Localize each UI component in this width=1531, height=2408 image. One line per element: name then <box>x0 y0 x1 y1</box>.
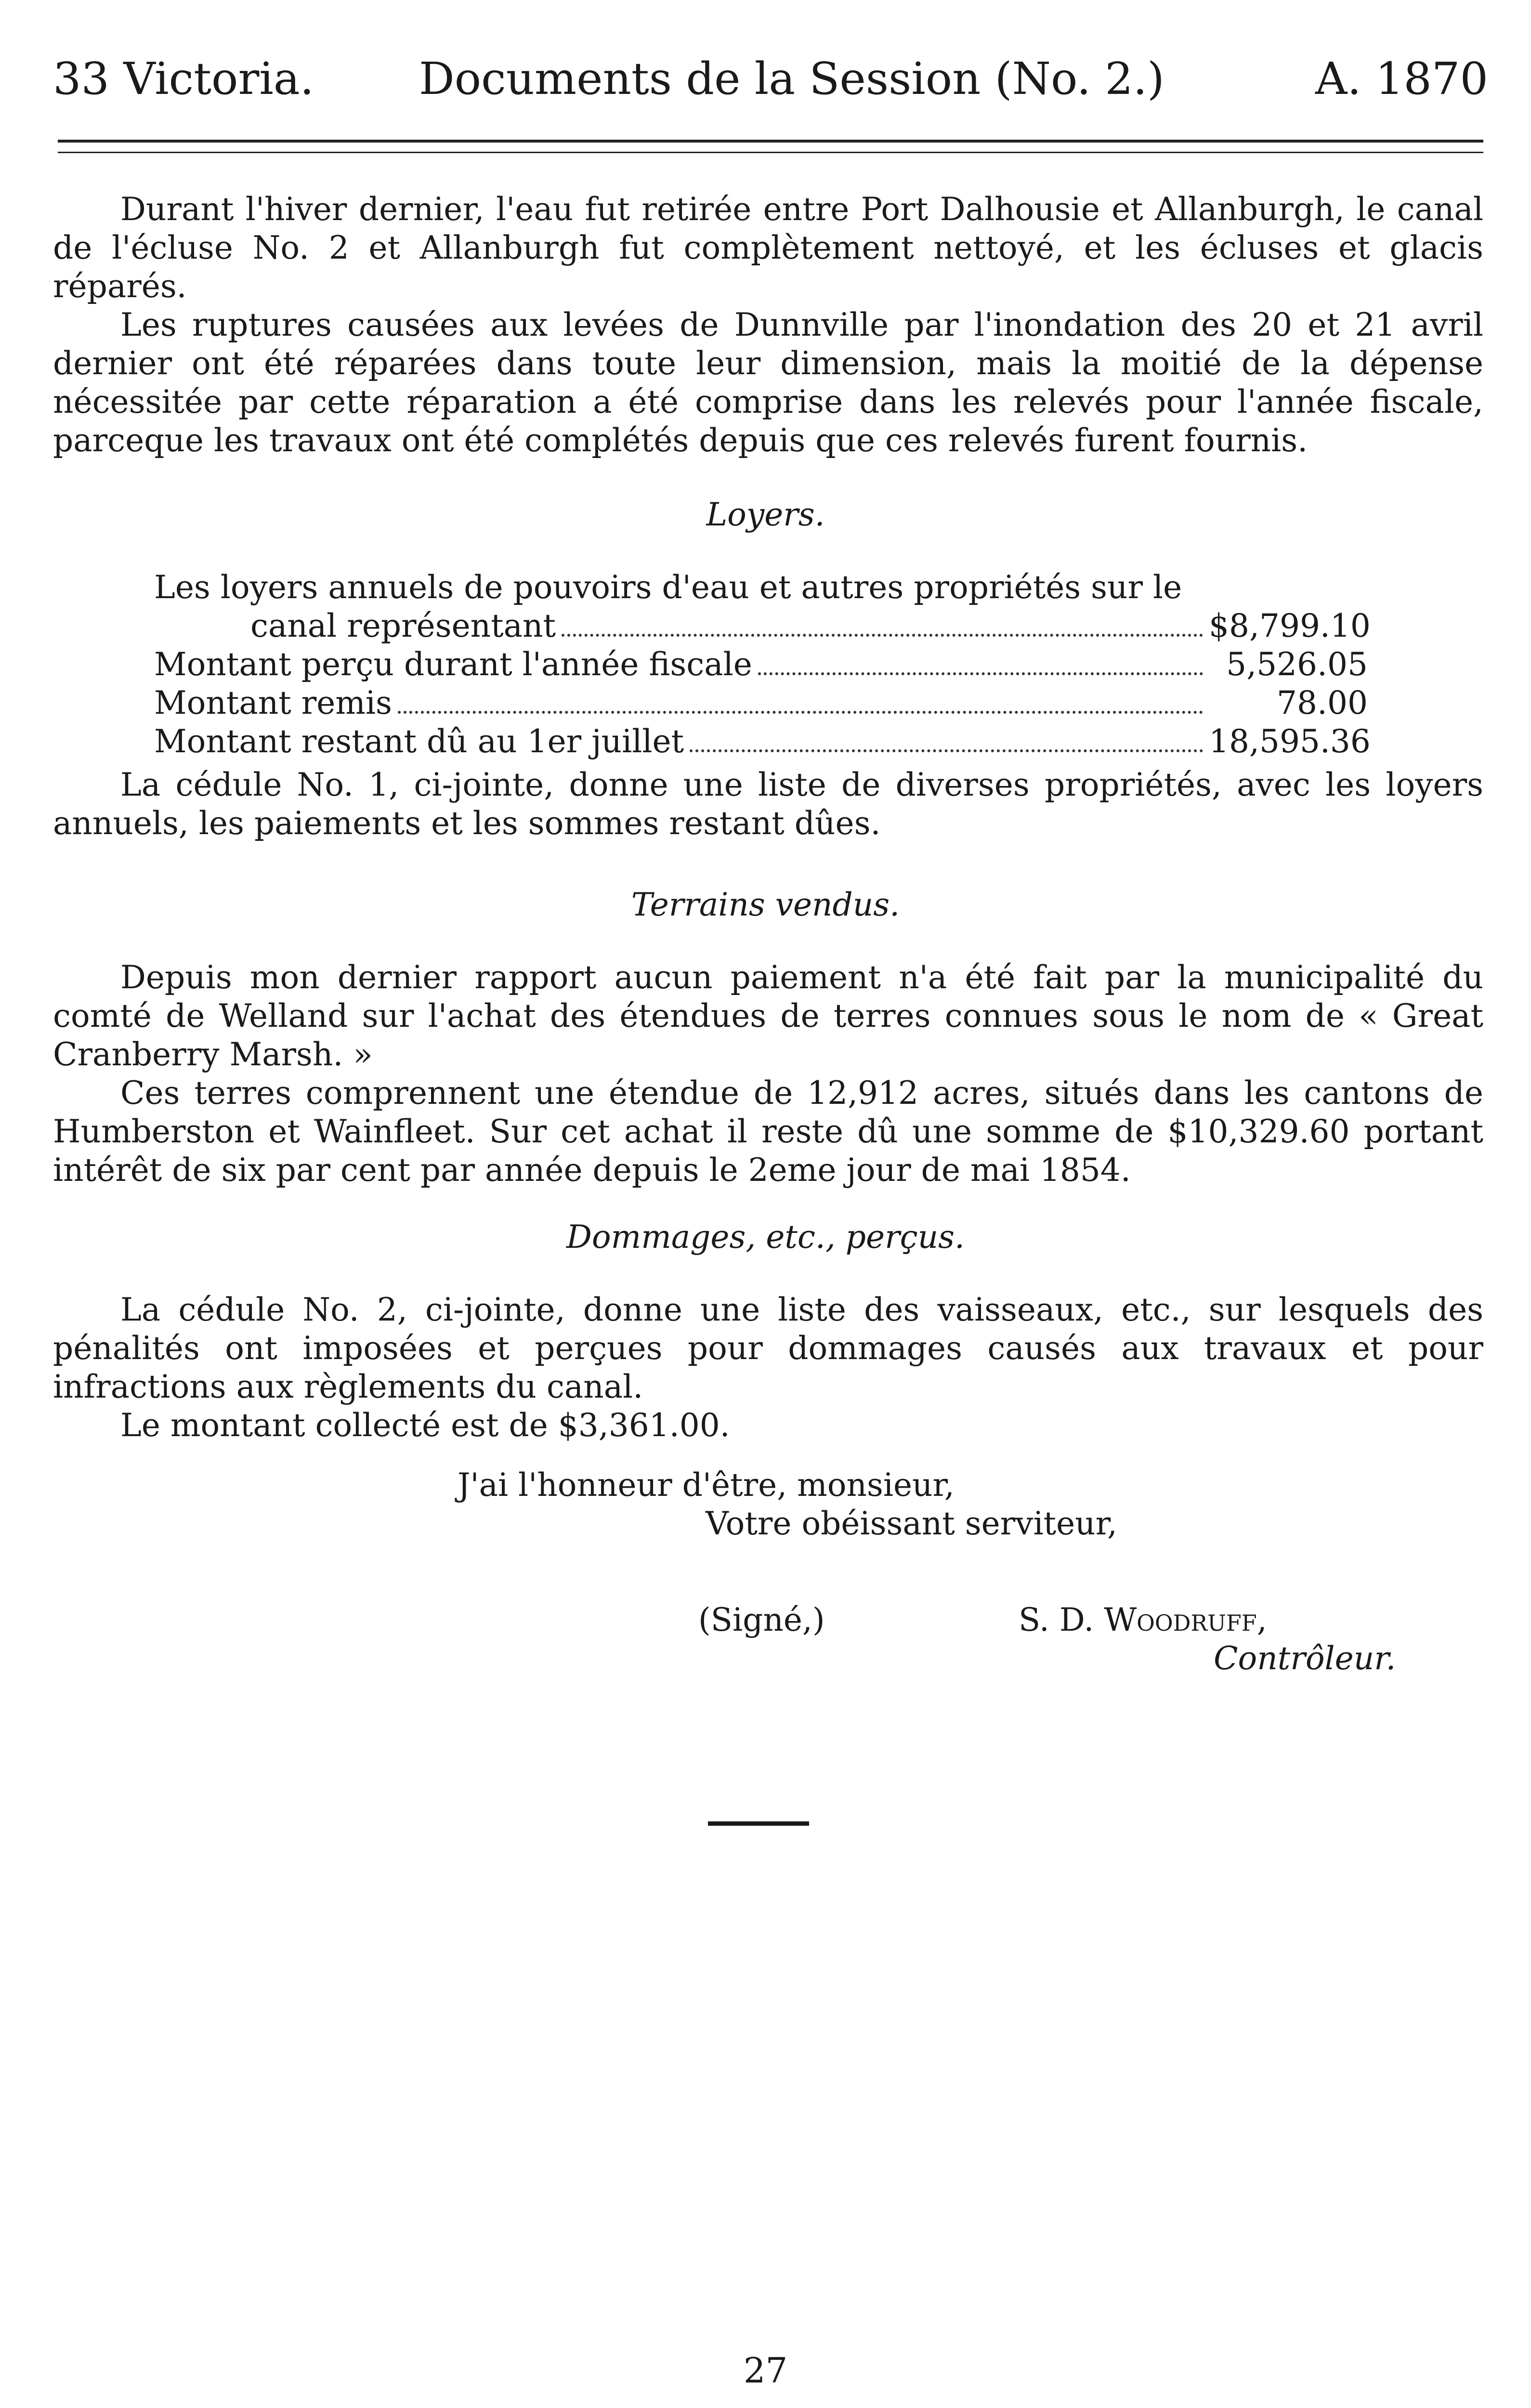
loyers-row <box>154 684 1368 722</box>
header-title: Documents de la Session (No. 2.) <box>419 53 1165 105</box>
loyers-row-label: Montant remis <box>154 684 392 721</box>
dommages-section <box>53 1291 1483 1445</box>
paragraph-montant: Le montant collecté est de $3,361.00. <box>120 1407 730 1444</box>
loyers-row-label: Montant perçu durant l'année fiscale <box>154 646 752 683</box>
intro-section <box>53 190 1483 460</box>
closing-line2: Votre obéissant serviteur, <box>706 1505 1117 1542</box>
paragraph-hiver: Durant l'hiver dernier, l'eau fut retirée entre Port Dalhousie et Allanburgh, le canal de l'écluse No. 2 et Allanburgh fut complètement nettoyé, et les écluses et glacis réparés. <box>53 191 1483 305</box>
signatory-name: S. D. Woodruff, <box>1019 1601 1267 1638</box>
loyers-table <box>154 568 1371 761</box>
signatory-title: Contrôleur. <box>1214 1640 1396 1677</box>
running-header <box>53 53 1488 120</box>
leader-dots <box>398 711 1203 714</box>
header-year: A. 1870 <box>1315 53 1488 105</box>
heading-dommages: Dommages, etc., perçus. <box>566 1218 965 1256</box>
loyers-row-label: canal représentant <box>250 607 556 644</box>
header-rule-thin <box>58 152 1483 153</box>
leader-dots <box>758 672 1203 675</box>
paragraph-terres: Ces terres comprennent une étendue de 12,912 acres, situés dans les cantons de Humberston et Wainfleet. Sur cet achat il reste dû une somme de $10,329.60 portant intérêt de six par cent par année depuis le 2eme jour de mai 1854. <box>53 1074 1483 1189</box>
loyers-row-label-line1: Les loyers annuels de pouvoirs d'eau et autres propriétés sur le <box>154 569 1182 606</box>
section-separator <box>708 1821 809 1826</box>
loyers-row-amount: 18,595.36 <box>1209 723 1371 760</box>
loyers-note-section <box>53 766 1483 843</box>
page-number: 27 <box>743 2350 788 2391</box>
closing-line1: J'ai l'honneur d'être, monsieur, <box>458 1466 955 1504</box>
loyers-row-label: Montant restant dû au 1er juillet <box>154 723 684 760</box>
paragraph-ruptures: Les ruptures causées aux levées de Dunnville par l'inondation des 20 et 21 avril dernier ont été réparées dans toute leur dimension, mais la moitié de la dépense nécessitée par cette réparation a été comprise dans les relevés pour l'année fiscale, parceque les travaux ont été complétés depuis que ces relevés furent fournis. <box>53 306 1483 459</box>
header-session: 33 Victoria. <box>53 53 314 105</box>
leader-dots <box>690 749 1203 752</box>
loyers-row-amount: 5,526.05 <box>1226 646 1368 683</box>
heading-terrains: Terrains vendus. <box>631 886 900 923</box>
loyers-row-amount: $8,799.10 <box>1209 607 1371 644</box>
paragraph-cedule-2: La cédule No. 2, ci-jointe, donne une liste des vaisseaux, etc., sur lesquels des pénalités ont imposées et perçues pour dommages causés aux travaux et pour infractions aux règlements du canal. <box>53 1291 1483 1405</box>
loyers-row-amount: 78.00 <box>1277 684 1368 721</box>
header-rule-thick <box>58 140 1483 143</box>
loyers-row <box>154 607 1371 645</box>
heading-loyers: Loyers. <box>706 496 825 533</box>
leader-dots <box>562 634 1203 637</box>
loyers-row <box>154 645 1368 684</box>
paragraph-rapport: Depuis mon dernier rapport aucun paiement n'a été fait par la municipalité du comté de Welland sur l'achat des étendues de terres connues sous le nom de « Great Cranberry Marsh. » <box>53 959 1483 1073</box>
paragraph-cedule-1: La cédule No. 1, ci-jointe, donne une liste de diverses propriétés, avec les loyers annuels, les paiements et les sommes restant dûes. <box>53 766 1483 842</box>
terrains-section <box>53 958 1483 1190</box>
signed-label: (Signé,) <box>698 1601 825 1638</box>
loyers-row <box>154 722 1371 761</box>
